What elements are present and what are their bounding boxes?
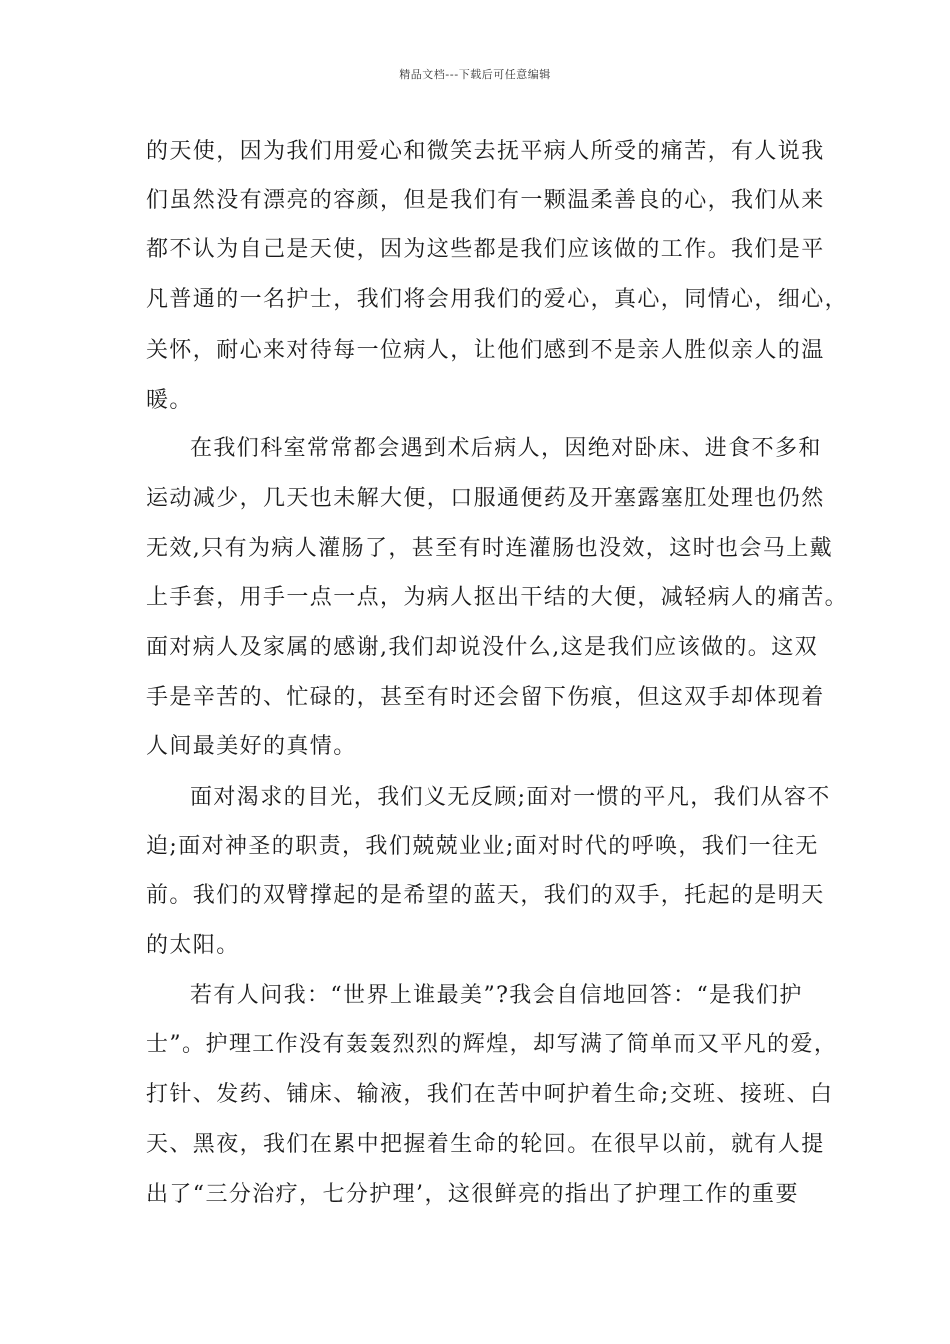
- text-line: 士”。护理工作没有轰轰烈烈的辉煌，却写满了简单而又平凡的爱，: [146, 1032, 838, 1057]
- text-line: 的天使，因为我们用爱心和微笑去抚平病人所受的痛苦，有人说我: [146, 139, 825, 164]
- text-line: 前。我们的双臂撑起的是希望的蓝天，我们的双手，托起的是明天: [146, 883, 825, 908]
- text-line: 暖。: [146, 388, 193, 413]
- text-line: 天、黑夜，我们在累中把握着生命的轮回。在很早以前，就有人提: [146, 1132, 825, 1157]
- text-line: 出了“三分治疗，七分护理’，这很鲜亮的指出了护理工作的重要: [146, 1182, 799, 1207]
- text-line: 迫;面对神圣的职责，我们兢兢业业;面对时代的呼唤，我们一往无: [146, 834, 819, 859]
- page-header: 精品文档---下载后可任意编辑: [399, 68, 551, 81]
- text-line: 无效,只有为病人灌肠了，甚至有时连灌肠也没效，这时也会马上戴: [146, 536, 833, 561]
- text-line: 打针、发药、铺床、输液，我们在苦中呵护着生命;交班、接班、白: [146, 1082, 834, 1107]
- text-line: 关怀，耐心来对待每一位病人，让他们感到不是亲人胜似亲人的温: [146, 338, 825, 363]
- text-line: 面对病人及家属的感谢,我们却说没什么,这是我们应该做的。这双: [146, 635, 818, 660]
- paragraph-first-line: 在我们科室常常都会遇到术后病人，因绝对卧床、进食不多和: [190, 436, 822, 461]
- text-line: 手是辛苦的、忙碌的，甚至有时还会留下伤痕，但这双手却体现着: [146, 685, 825, 710]
- text-line: 们虽然没有漂亮的容颜，但是我们有一颗温柔善良的心，我们从来: [146, 188, 825, 213]
- text-line: 的太阳。: [146, 933, 240, 958]
- text-line: 人间最美好的真情。: [146, 734, 357, 759]
- paragraph-first-line: 面对渴求的目光，我们义无反顾;面对一惯的平凡，我们从容不: [190, 785, 831, 810]
- text-line: 上手套，用手一点一点，为病人抠出干结的大便，减轻病人的痛苦。: [146, 585, 849, 610]
- text-line: 都不认为自己是天使，因为这些都是我们应该做的工作。我们是平: [146, 237, 825, 262]
- paragraph-first-line: 若有人问我：“世界上谁最美”?我会自信地回答：“是我们护: [190, 983, 803, 1008]
- text-line: 凡普通的一名护士，我们将会用我们的爱心，真心，同情心，细心，: [146, 287, 849, 312]
- text-line: 运动减少，几天也未解大便，口服通便药及开塞露塞肛处理也仍然: [146, 486, 825, 511]
